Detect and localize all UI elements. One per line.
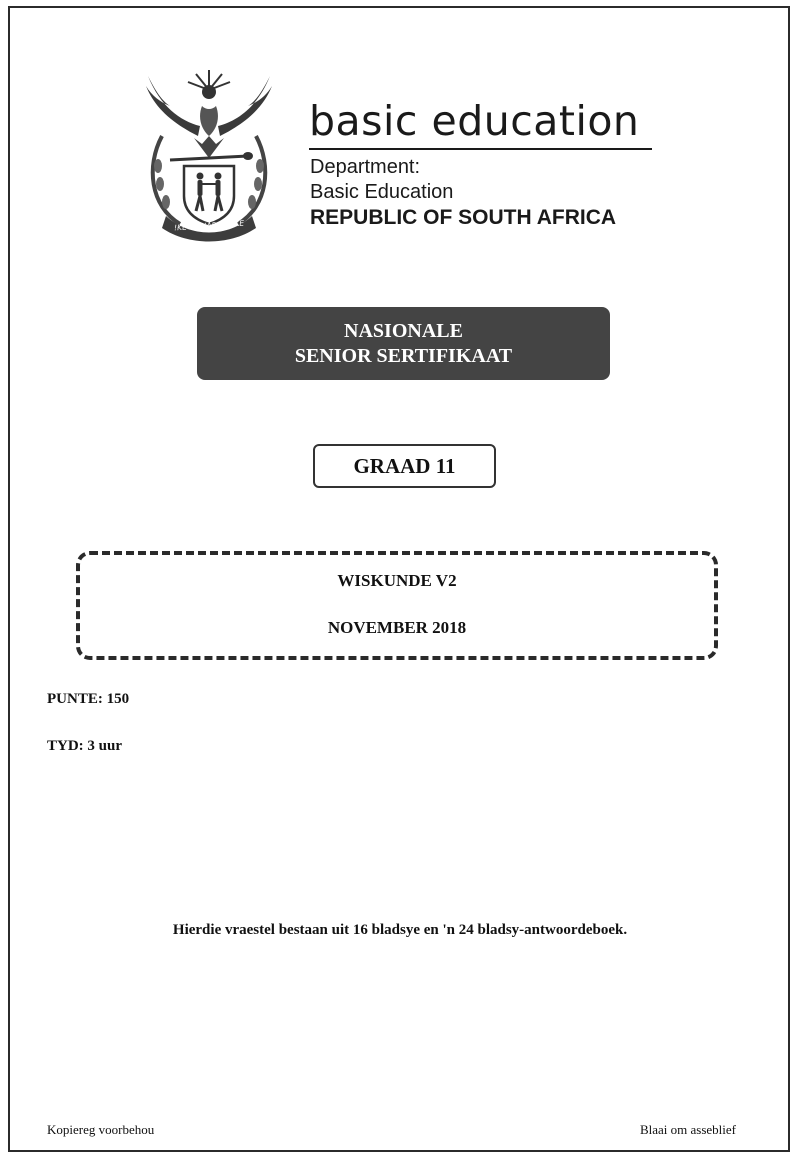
turn-page-footer: Blaai om asseblief — [639, 1122, 736, 1137]
copyright-footer: Kopiereg voorbehou — [47, 1122, 155, 1137]
marks-label: PUNTE: 150 — [47, 691, 130, 707]
subject-name: WISKUNDE V2 — [337, 571, 457, 590]
time-label: TYD: 3 uur — [47, 738, 123, 754]
crest-motto-text: !KE E: /XARRA //KE — [173, 218, 245, 233]
department-name: Basic Education — [310, 181, 454, 203]
certificate-line-1: NASIONALE — [344, 319, 463, 342]
exam-session: NOVEMBER 2018 — [327, 618, 467, 637]
page-count-note: Hierdie vraestel bestaan uit 16 bladsye en 'n 24 bladsy-antwoordeboek. — [172, 922, 628, 938]
brand-divider — [309, 148, 652, 150]
brand-title: basic education — [309, 97, 640, 145]
department-label: Department: — [310, 156, 421, 178]
country-name: REPUBLIC OF SOUTH AFRICA — [310, 206, 617, 229]
subject-box — [76, 551, 718, 660]
grade-label: GRAAD 11 — [353, 453, 456, 478]
department-block — [310, 155, 616, 230]
crest-motto — [162, 213, 256, 235]
grade-box — [313, 444, 496, 488]
certificate-banner — [197, 307, 610, 380]
certificate-line-2: SENIOR SERTIFIKAAT — [294, 344, 513, 367]
